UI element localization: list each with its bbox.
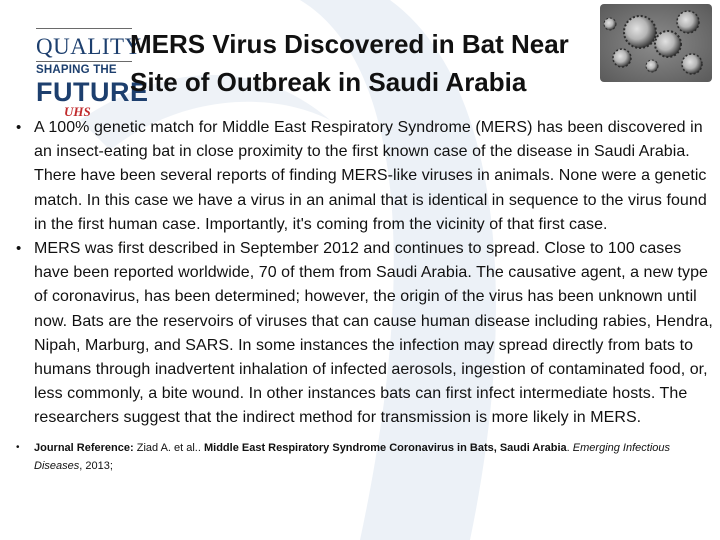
reference-journal: Emerging Infectious Diseases (34, 441, 671, 473)
bullet-marker: • (16, 119, 22, 136)
logo-future-text: FUTURE (36, 77, 149, 107)
reference-authors: Ziad A. et al.. (136, 441, 201, 454)
bullet-text: A 100% genetic match for Middle East Respiratory Syndrome (MERS) has been discovered in an insect-eating bat in close proximity to the first known case of the disease in Saudi Arabia. There have been several reports of finding MERS-like viruses in animals. None were a genetic match. In this case we have a virus in an animal that is identical in sequence to the virus found in the first human case. Importantly, it's coming from the vicinity of that first case. (34, 119, 707, 233)
logo-quality-text: QUALITY (36, 34, 142, 59)
bullet-text: MERS was first described in September 2012 and continues to spread. Close to 100 cases have been reported worldwide, 70 of them from Saudi Arabia. The causative agent, a new type of coronavirus, has been determined; however, the origin of the virus has been unknown until now. Bats are the reservoirs of viruses that can cause human disease including rabies, Hendra, Nipah, Marburg, and SARS. In some instances the infection may spread directly from bats to humans through inadvertent inhalation of infected aerosols, ingestion of contaminated food, or, less commonly, a bite wound. In other instances bats can first infect intermediate hosts. The researchers suggest that the indirect method for transmission is more likely in MERS. (34, 240, 713, 427)
reference-item (16, 439, 716, 476)
logo-brand-text: UHS (64, 104, 91, 119)
virus-micrograph-image (600, 4, 712, 82)
reference-label: Journal Reference: (34, 441, 134, 454)
reference-text: Journal Reference: Ziad A. et al.. Middle East Respiratory Syndrome Coronavirus in Bats, Saudi Arabia. Emerging Infectious Diseases, 2013; (34, 441, 671, 473)
bullet-item (16, 116, 716, 237)
bullet-marker: • (16, 441, 20, 453)
bullet-marker: • (16, 240, 22, 258)
logo-top-rule (36, 28, 132, 29)
reference-year: , 2013; (79, 460, 113, 473)
slide-title: MERS Virus Discovered in Bat Near Site of Outbreak in Saudi Arabia (130, 29, 569, 98)
reference-title: Middle East Respiratory Syndrome Coronavirus in Bats, Saudi Arabia (203, 441, 567, 454)
bullet-item (16, 237, 716, 431)
logo-shaping-text: SHAPING THE (36, 64, 117, 76)
slide-body (16, 116, 716, 476)
logo (36, 24, 149, 119)
logo-middle-rule (36, 61, 132, 62)
